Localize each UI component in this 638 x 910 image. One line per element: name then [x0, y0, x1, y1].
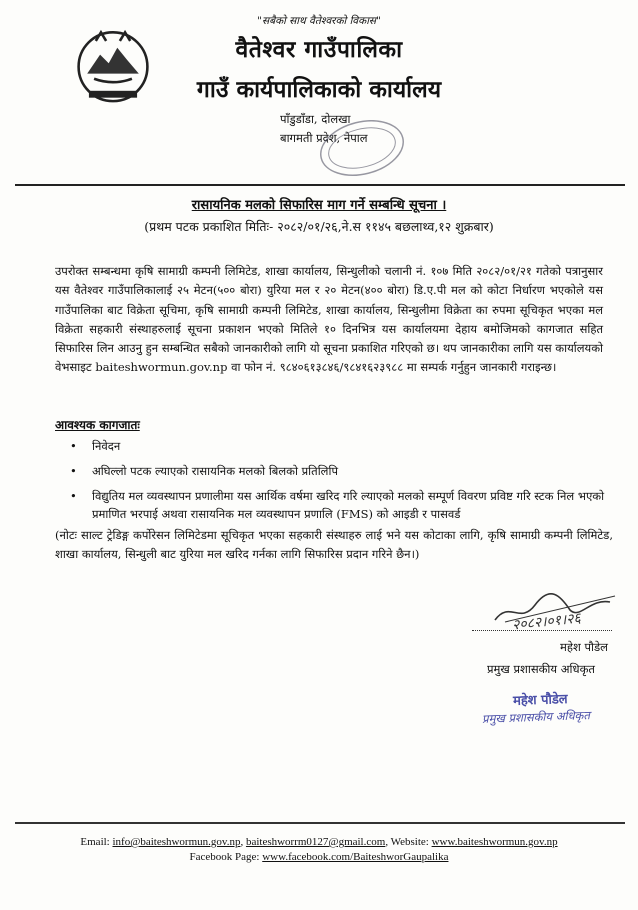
bullet-icon: •	[70, 439, 77, 453]
signer-title: प्रमुख प्रशासकीय अधिकृत	[487, 662, 595, 676]
org-name: वैतेश्वर गाउँपालिका	[235, 36, 403, 63]
signature-date: २०८२।०१।२६	[511, 610, 582, 634]
website-label: Website:	[390, 836, 432, 848]
stamp-name: महेश पौडेल	[512, 692, 568, 709]
notice-title: रासायनिक मलको सिफारिस माग गर्ने सम्बन्धि सूचना ।	[191, 198, 447, 213]
stamp-title: प्रमुख प्रशासकीय अधिकृत	[481, 708, 591, 726]
facebook-link[interactable]: www.facebook.com/BaiteshworGaupalika	[262, 851, 449, 863]
email-link-gmail[interactable]: baiteshworrm0127@gmail.com	[245, 836, 386, 848]
signer-name: महेश पौडेल	[560, 640, 608, 654]
notice-note: (नोटः साल्ट ट्रेडिङ्ग कर्पोरेसन लिमिटेडमा सूचिकृत भएका सहकारी संस्थाहरु लाई भने यस कोटाका लागि, कृषि सामाग्री कम्पनी लिमिटेड, शाखा कार्यालय, सिन्धुली बाट युरिया मल खरिद गर्नका लागि सिफारिस प्रदान गरिने छैन।)	[55, 528, 613, 561]
email-link-info[interactable]: info@baiteshwormun.gov.np	[112, 836, 241, 848]
signature-line	[472, 630, 612, 631]
list-item-text: निवेदन	[92, 439, 121, 453]
notice-subtitle: (प्रथम पटक प्रकाशित मितिः- २०८२/०१/२६,ने.स ११४५ बछलाथ्व,१२ शुक्रबार)	[144, 219, 494, 234]
required-documents-list	[70, 437, 610, 530]
required-documents-heading: आवश्यक कागजातः	[55, 418, 140, 432]
footer-contact: Email: info@baiteshwormun.gov.np, baiteshworrm0127@gmail.com, Website: www.baiteshwormun.gov.np	[80, 836, 558, 848]
address-line-1: पाँडुडाँडा, दोलखा	[280, 112, 351, 126]
header-divider	[15, 184, 625, 186]
list-item-text: अघिल्लो पटक ल्याएको रासायनिक मलको बिलको प्रतिलिपि	[92, 464, 338, 478]
address-line-2: बागमती प्रदेश, नेपाल	[280, 131, 368, 145]
office-name: गाउँ कार्यपालिकाको कार्यालय	[196, 76, 442, 103]
slogan: "सबैको साथ वैतेश्वरको विकास"	[257, 15, 381, 27]
list-item	[70, 437, 610, 455]
list-item-text: विद्युतिय मल व्यवस्थापन प्रणालीमा यस आर्थिक वर्षमा खरिद गरि ल्याएको मलको सम्पूर्ण विवरण प्रविष्ट गरि स्टक निल भएको प्रमाणित भरपाई अथवा रासायनिक मल व्यवस्थापन प्रणालि (FMS) को आइडी र पासवर्ड	[92, 489, 605, 521]
bullet-icon: •	[70, 464, 77, 478]
notice-body: उपरोक्त सम्बन्धमा कृषि सामाग्री कम्पनी लिमिटेड, शाखा कार्यालय, सिन्धुलीको चलानी नं. १०७ मिति २०८२/०१/२१ गतेको पत्रानुसार यस वैतेश्वर गाउँपालिकालाई २५ मेटन(५०० बोरा) युरिया मल र २० मेटन(४०० बोरा) डि.ए.पी मल को कोटा निर्धारण भएकोले यस गाउँपालिका बाट विक्रेता सूचिमा, कृषि सामाग्री कम्पनी लिमिटेड, शाखा कार्यालय, सिन्धुलीमा विक्रेता का रुपमा सूचिकृत भएका मल विक्रेता सहकारी संस्थाहरुलाई सूचना प्रकाशन भएको मितिले १० दिनभित्र यस कार्यालयमा देहाय बमोजिमको कागजात सहित सिफारिस लिन आउनु हुन सम्बन्धित सबैको जानकारीको लागि यो सूचना प्रकाशित गरिएको छ। थप जानकारीका लागि यस कार्यालयको वेभसाइट baiteshwormun.gov.np वा फोन नं. ९८४०६१३८४६/९८४१६२३९८८ मा सम्पर्क गर्नुहुन जानकारी गराइन्छ।	[55, 264, 603, 375]
footer-facebook	[0, 851, 638, 863]
email-label: Email:	[80, 836, 113, 848]
website-link[interactable]: www.baiteshwormun.gov.np	[431, 836, 558, 848]
office-stamp-icon	[300, 120, 410, 190]
list-item	[70, 462, 610, 480]
facebook-label: Facebook Page:	[189, 851, 263, 863]
footer-divider	[15, 822, 625, 824]
bullet-icon: •	[70, 489, 77, 503]
list-item	[70, 487, 610, 523]
